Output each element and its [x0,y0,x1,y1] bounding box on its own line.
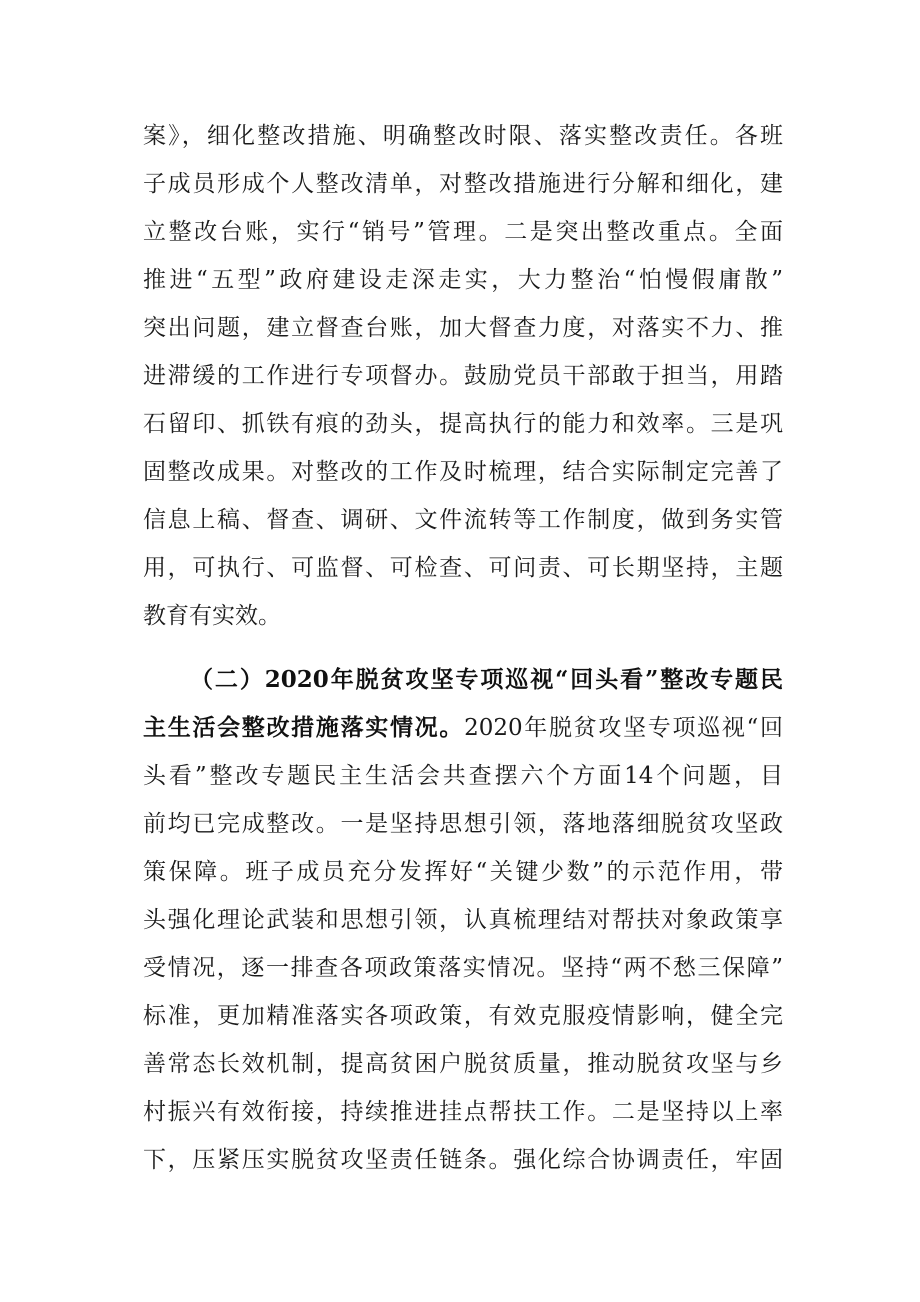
paragraph-line: 进滞缓的工作进行专项督办。鼓励党员干部敢于担当，用踏 [143,363,783,389]
paragraph-line: 下，压紧压实脱贫攻坚责任链条。强化综合协调责任，牢固 [143,1147,783,1173]
paragraph-text: 2020年脱贫攻坚专项巡视“回 [464,715,784,741]
section-heading-tail: 主生活会整改措施落实情况。 [143,714,465,741]
paragraph-line: 立整改台账，实行“销号”管理。二是突出整改重点。全面 [143,219,783,245]
paragraph-line: 村振兴有效衔接，持续推进挂点帮扶工作。二是坚持以上率 [143,1099,783,1125]
paragraph-line: 策保障。班子成员充分发挥好“关键少数”的示范作用，带 [143,859,783,885]
paragraph-line: 头强化理论武装和思想引领，认真梳理结对帮扶对象政策享 [143,907,783,933]
paragraph-line: 石留印、抓铁有痕的劲头，提高执行的能力和效率。三是巩 [143,411,783,437]
paragraph-line: 用，可执行、可监督、可检查、可问责、可长期坚持，主题 [143,555,783,581]
paragraph-line: 头看”整改专题民主生活会共查摆六个方面14个问题，目 [143,763,783,789]
paragraph-line: 信息上稿、督查、调研、文件流转等工作制度，做到务实管 [143,507,783,533]
paragraph-line: 善常态长效机制，提高贫困户脱贫质量，推动脱贫攻坚与乡 [143,1051,783,1077]
paragraph-line: 固整改成果。对整改的工作及时梳理，结合实际制定完善了 [143,459,783,485]
paragraph-line: 前均已完成整改。一是坚持思想引领，落地落细脱贫攻坚政 [143,811,783,837]
paragraph-line: 推进“五型”政府建设走深走实，大力整治“怕慢假庸散” [143,267,783,293]
section-heading: （二）2020年脱贫攻坚专项巡视“回头看”整改专题民 [190,666,783,693]
paragraph-line: 突出问题，建立督查台账，加大督查力度，对落实不力、推 [143,315,783,341]
paragraph-line: 标准，更加精准落实各项政策，有效克服疫情影响，健全完 [143,1003,783,1029]
paragraph-line: 受情况，逐一排查各项政策落实情况。坚持“两不愁三保障” [143,955,783,981]
paragraph-line: 教育有实效。 [143,603,281,629]
paragraph-line: 子成员形成个人整改清单，对整改措施进行分解和细化，建 [143,171,783,197]
paragraph-line: 案》，细化整改措施、明确整改时限、落实整改责任。各班 [143,123,783,149]
section-heading-continued [143,708,783,748]
